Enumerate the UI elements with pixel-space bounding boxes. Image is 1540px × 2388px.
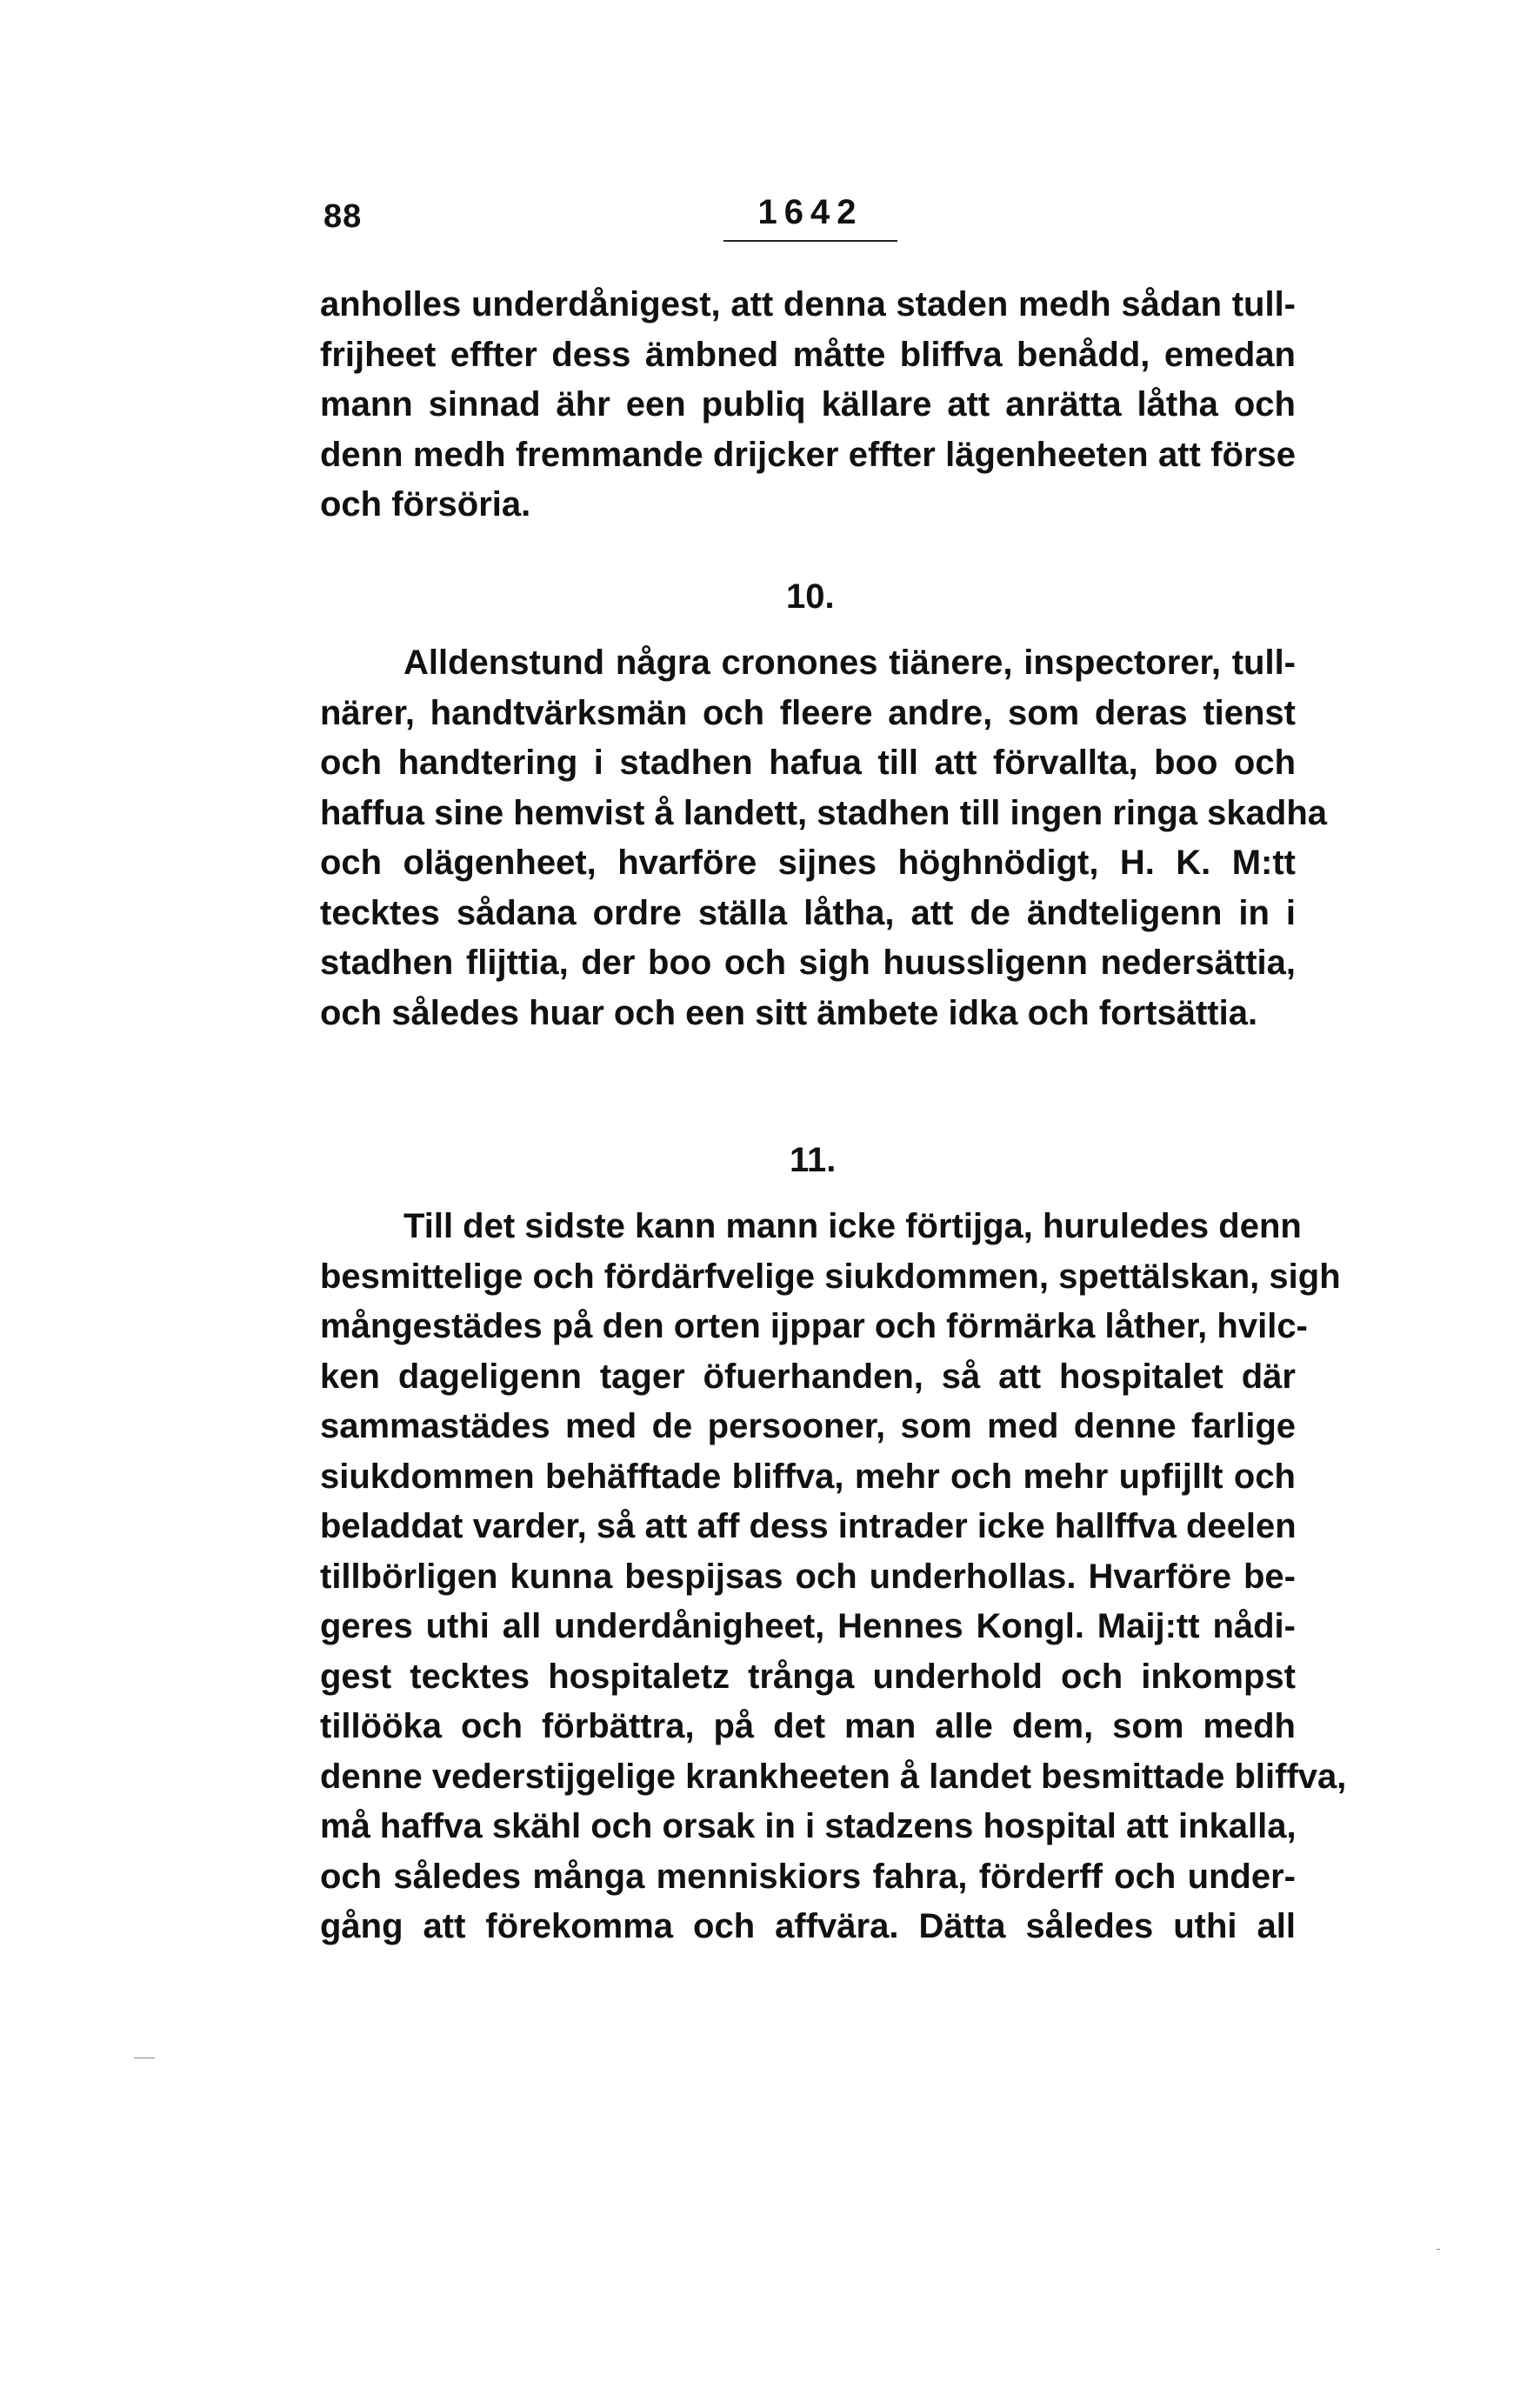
text-line: ken dageligenn tager öfuerhanden, så att hospitalet där <box>320 1357 1296 1396</box>
text-line: stadhen flijttia, der boo och sigh huussligenn nedersättia, <box>320 944 1296 982</box>
text-line: gest tecktes hospitaletz trånga underhold och inkompst <box>320 1657 1296 1696</box>
text-line: och således många menniskiors fahra, förderff och under- <box>320 1857 1296 1896</box>
text-line: Alldenstund några cronones tiänere, inspectorer, tull- <box>403 644 1296 682</box>
text-line: haffua sine hemvist å landett, stadhen till ingen ringa skadha <box>320 793 1328 832</box>
section-10-paragraph <box>320 638 1328 1038</box>
text-line: och olägenheet, hvarföre sijnes höghnödigt, H. K. M:tt <box>320 844 1296 882</box>
text-line: tillööka och förbättra, på det man alle dem, som medh <box>320 1707 1296 1745</box>
text-line: och handtering i stadhen hafua till att förvallta, boo och <box>320 744 1296 782</box>
text-line: denn medh fremmande drijcker effter lägenheeten att förse <box>320 435 1296 474</box>
text-line: beladdat varder, så att aff dess intrader icke hallffva deelen <box>320 1507 1297 1545</box>
text-line: tecktes sådana ordre ställa låtha, att de ändteligenn in i <box>320 893 1296 932</box>
text-line: och försöria. <box>320 485 531 524</box>
scan-mark <box>1437 2249 1440 2250</box>
text-line: tillbörligen kunna bespijsas och underhollas. Hvarföre be- <box>320 1557 1296 1596</box>
text-line: frijheet effter dess ämbned måtte bliffva benådd, emedan <box>320 335 1296 374</box>
text-line: och således huar och een sitt ämbete idka och fortsättia. <box>320 993 1258 1032</box>
year-heading: 1642 <box>757 193 863 231</box>
text-line: anholles underdånigest, att denna staden medh sådan tull- <box>320 285 1296 324</box>
section-number-10: 10. <box>786 577 835 616</box>
section-number-11: 11. <box>790 1141 837 1179</box>
text-line: gång att förekomma och affvära. Dätta således uthi all <box>320 1907 1296 1945</box>
text-line: denne vederstijgelige krankheeten å landet besmittade bliffva, <box>320 1757 1347 1796</box>
text-line: närer, handtvärksmän och fleere andre, som deras tienst <box>320 693 1296 732</box>
text-line: Till det sidste kann mann icke förtijga, huruledes denn <box>403 1207 1302 1245</box>
section-11-paragraph <box>320 1202 1347 1952</box>
intro-paragraph <box>320 280 1296 530</box>
text-line: geres uthi all underdånigheet, Hennes Kongl. Maij:tt nådi- <box>320 1607 1296 1645</box>
text-line: mann sinnad ähr een publiq källare att anrätta låtha och <box>320 385 1296 424</box>
year-underline <box>723 240 897 242</box>
text-line: mångestädes på den orten ijppar och förmärka låther, hvilc- <box>320 1307 1308 1345</box>
text-line: besmittelige och fördärfvelige siukdommen, spettälskan, sigh <box>320 1257 1341 1296</box>
page-number: 88 <box>323 198 363 235</box>
text-line: sammastädes med de persooner, som med denne farlige <box>320 1407 1296 1445</box>
text-line: siukdommen behäfftade bliffva, mehr och mehr upfijllt och <box>320 1457 1296 1496</box>
text-line: må haffva skähl och orsak in i stadzens hospital att inkalla, <box>320 1807 1297 1845</box>
